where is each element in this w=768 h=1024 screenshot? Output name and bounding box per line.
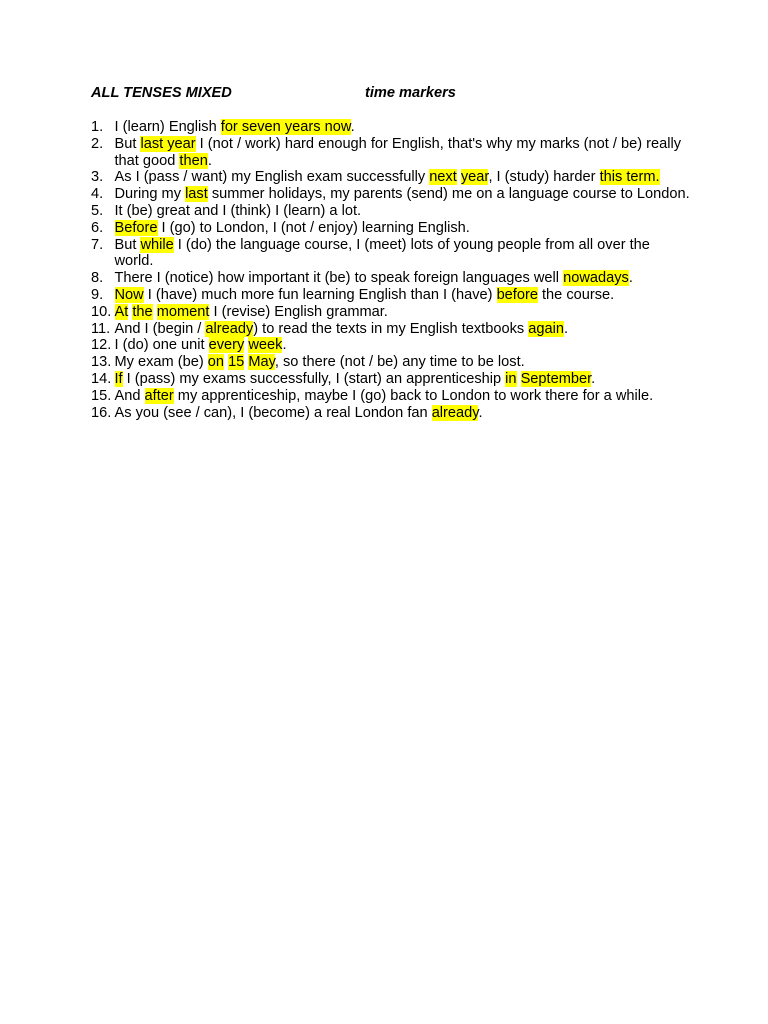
highlighted-time-marker: 15 [228, 354, 245, 371]
sentence-text: . [628, 270, 633, 287]
item-number: 15. [91, 387, 112, 404]
exercise-item [91, 405, 691, 422]
exercise-item [91, 354, 691, 371]
item-number: 3. [91, 169, 104, 186]
highlighted-time-marker: the [132, 303, 153, 320]
sentence-text: There I (notice) how important it (be) to speak foreign languages well [114, 270, 564, 287]
exercise-item [91, 371, 691, 388]
highlighted-time-marker: already [205, 320, 254, 337]
sentence-text: I (revise) English grammar. [209, 303, 388, 320]
item-number: 9. [91, 286, 104, 303]
highlighted-time-marker: then [179, 152, 208, 169]
highlighted-time-marker: September [520, 370, 592, 387]
exercise-item [91, 169, 691, 186]
highlighted-time-marker: before [496, 286, 538, 303]
sentence-text: . [478, 404, 483, 421]
item-number: 7. [91, 236, 104, 253]
exercise-list [91, 119, 691, 421]
sentence-text: I (pass) my exams successfully, I (start) an apprenticeship [122, 370, 506, 387]
sentence-text: During my [114, 186, 186, 203]
sentence-text: But [114, 135, 141, 152]
sentence-text: , so there (not / be) any time to be lost. [274, 354, 525, 371]
document-subtitle: time markers [365, 85, 456, 101]
sentence-text: And I (begin / [114, 320, 206, 337]
highlighted-time-marker: week [248, 337, 283, 354]
highlighted-time-marker: this term. [599, 169, 660, 186]
item-number: 13. [91, 354, 112, 371]
sentence-text: And [114, 387, 145, 404]
item-number: 1. [91, 119, 104, 135]
exercise-item [91, 287, 691, 304]
sentence-text: . [207, 152, 212, 169]
item-number: 10. [91, 303, 112, 320]
item-number: 2. [91, 135, 104, 152]
exercise-item [91, 321, 691, 338]
exercise-item [91, 186, 691, 203]
sentence-text: . [350, 119, 355, 135]
sentence-text: . [563, 320, 569, 337]
sentence-text: ) to read the texts in my English textbooks [253, 320, 529, 337]
item-number: 14. [91, 370, 112, 387]
sentence-text: I (go) to London, I (not / enjoy) learning English. [157, 219, 470, 236]
highlighted-time-marker: on [207, 354, 224, 371]
sentence-text: , I (study) harder [488, 169, 600, 186]
highlighted-time-marker: At [114, 303, 129, 320]
sentence-text: I (do) one unit [114, 337, 209, 354]
highlighted-time-marker: next [429, 169, 457, 186]
item-number: 4. [91, 186, 104, 203]
exercise-item [91, 220, 691, 237]
sentence-text [517, 371, 521, 387]
highlighted-time-marker: already [431, 404, 479, 421]
sentence-text: My exam (be) [114, 354, 208, 371]
highlighted-time-marker: If [114, 370, 123, 387]
item-number: 8. [91, 270, 104, 287]
highlighted-time-marker: last year [140, 135, 196, 152]
highlighted-time-marker: last [185, 186, 208, 203]
sentence-text: the course. [537, 286, 615, 303]
sentence-text: I (not / work) hard enough for English, that's why my marks (not / be) really that good [114, 135, 682, 169]
sentence-text: I (have) much more fun learning English than I (have) [143, 286, 497, 303]
item-number: 5. [91, 202, 104, 219]
sentence-text: summer holidays, my parents (send) me on a language course to London. [207, 186, 690, 203]
highlighted-time-marker: moment [156, 303, 210, 320]
exercise-item [91, 119, 691, 136]
sentence-text: my apprenticeship, maybe I (go) back to London to work there for a while. [173, 387, 654, 404]
exercise-item [91, 388, 691, 405]
exercise-item [91, 203, 691, 220]
highlighted-time-marker: for seven years now [220, 119, 351, 135]
highlighted-time-marker: Before [114, 219, 158, 236]
highlighted-time-marker: year [460, 169, 489, 186]
exercise-item [91, 270, 691, 287]
exercise-item [91, 304, 691, 321]
sentence-text: As I (pass / want) my English exam successfully [114, 169, 430, 186]
highlighted-time-marker: after [144, 387, 174, 404]
document-header [91, 85, 691, 105]
exercise-item [91, 337, 691, 354]
document-title: ALL TENSES MIXED [91, 85, 232, 101]
sentence-text: It (be) great and I (think) I (learn) a lot. [114, 202, 362, 219]
highlighted-time-marker: Now [114, 286, 144, 303]
highlighted-time-marker: every [208, 337, 245, 354]
highlighted-time-marker: while [140, 236, 174, 253]
sentence-text: . [591, 370, 596, 387]
item-number: 11. [91, 320, 111, 337]
highlighted-time-marker: May [248, 354, 275, 371]
sentence-text: I (learn) English [114, 119, 221, 135]
sentence-text: . [282, 337, 287, 354]
exercise-item [91, 136, 691, 170]
exercise-item [91, 237, 691, 271]
highlighted-time-marker: again [528, 320, 564, 337]
highlighted-time-marker: nowadays [563, 270, 629, 287]
sentence-text: But [114, 236, 141, 253]
sentence-text: I (do) the language course, I (meet) lots of young people from all over the world. [114, 236, 650, 270]
item-number: 6. [91, 219, 104, 236]
item-number: 16. [91, 404, 112, 421]
sentence-text: As you (see / can), I (become) a real London fan [114, 404, 432, 421]
item-number: 12. [91, 337, 112, 354]
highlighted-time-marker: in [505, 370, 517, 387]
